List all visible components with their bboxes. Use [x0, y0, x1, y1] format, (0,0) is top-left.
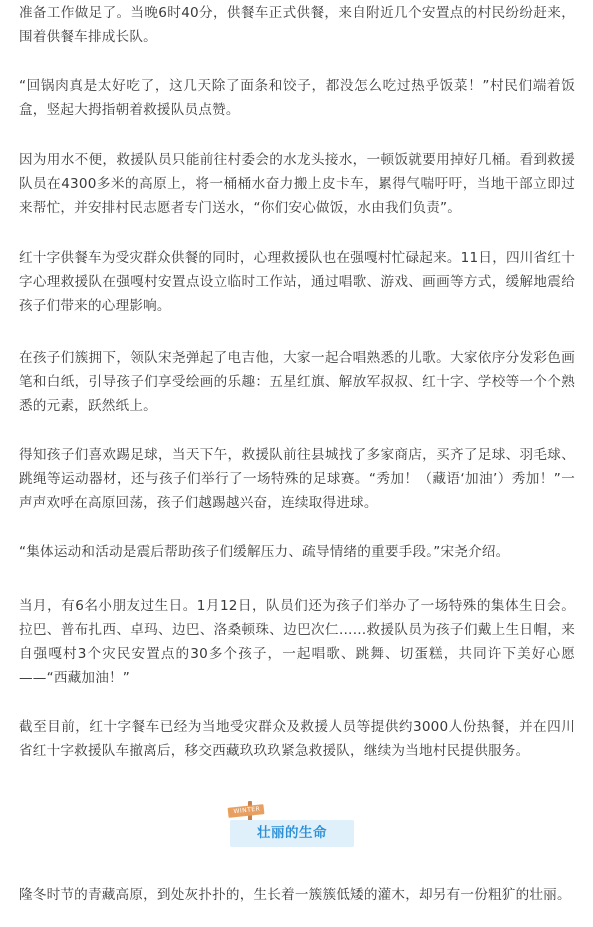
signboard-text: WINTER — [233, 805, 261, 816]
article-paragraph: 红十字供餐车为受灾群众供餐的同时，心理救援队也在强嘎村忙碌起来。11日，四川省红十字心理救援队在强嘎村安置点设立临时工作站，通过唱歌、游戏、画画等方式，缓解地震给孩子们带来的心理影响。 — [19, 250, 575, 314]
article-paragraph: “回锅肉真是太好吃了，这几天除了面条和饺子，都没怎么吃过热乎饭菜！”村民们端着饭盒，竖起大拇指朝着救援队员点赞。 — [19, 78, 575, 118]
article-paragraph: 隆冬时节的青藏高原，到处灰扑扑的，生长着一簇簇低矮的灌木，却另有一份粗犷的壮丽。 — [19, 887, 571, 903]
section-header — [226, 797, 356, 857]
article-paragraph: 在孩子们簇拥下，领队宋尧弹起了电吉他，大家一起合唱熟悉的儿歌。大家依序分发彩色画笔和白纸，引导孩子们享受绘画的乐趣：五星红旗、解放军叔叔、红十字、学校等一个个熟悉的元素，跃然纸上。 — [19, 350, 575, 414]
signboard-icon — [228, 804, 265, 818]
section-title-tag — [230, 820, 354, 847]
article-paragraph: 准备工作做足了。当晚6时40分，供餐车正式供餐，来自附近几个安置点的村民纷纷赶来，围着供餐车排成长队。 — [19, 5, 575, 45]
article-paragraph: 得知孩子们喜欢踢足球，当天下午，救援队前往县城找了多家商店，买齐了足球、羽毛球、跳绳等运动器材，还与孩子们举行了一场特殊的足球赛。“秀加！（藏语‘加油’）秀加！”一声声欢呼在高原回荡，孩子们越踢越兴奋，连续取得进球。 — [19, 447, 575, 511]
article-paragraph: 因为用水不便，救援队员只能前往村委会的水龙头接水，一顿饭就要用掉好几桶。看到救援队员在4300多米的高原上，将一桶桶水奋力搬上皮卡车，累得气喘吁吁，当地干部立即过来帮忙，并安排村民志愿者专门送水，“你们安心做饭，水由我们负责”。 — [19, 152, 575, 216]
section-title: 壮丽的生命 — [257, 825, 327, 841]
article-paragraph: 当月，有6名小朋友过生日。1月12日，队员们还为孩子们举办了一场特殊的集体生日会。拉巴、普布扎西、卓玛、边巴、洛桑顿珠、边巴次仁……救援队员为孩子们戴上生日帽，来自强嘎村3个灾民安置点的30多个孩子，一起唱歌、跳舞、切蛋糕，共同许下美好心愿——“西藏加油！” — [19, 598, 575, 686]
article-paragraph: “集体运动和活动是震后帮助孩子们缓解压力、疏导情绪的重要手段。”宋尧介绍。 — [19, 544, 510, 560]
article-paragraph: 截至目前，红十字餐车已经为当地受灾群众及救援人员等提供约3000人份热餐，并在四川省红十字救援队车撤离后，移交西藏玖玖玖紧急救援队，继续为当地村民提供服务。 — [19, 719, 575, 759]
